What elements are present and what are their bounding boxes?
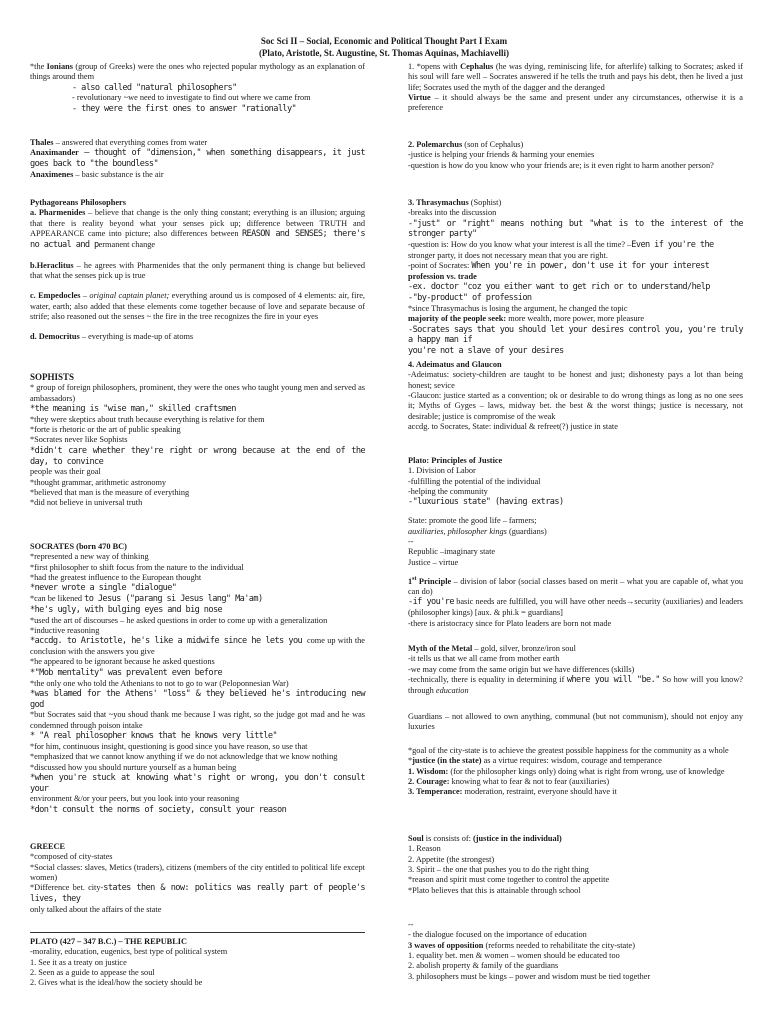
pythagoreans-section: Pythagoreans Philosophers a. Pharmenides – believe that change is the only thing constant; everything is an illusion; arguing that there is reality beyond what your senses pick up; difference between TRUTH and APPEARANCE came into picture; also differences between REASON and SENSES; there's no actual and permanent change b.Heraclitus – he agrees with Pharmenides that the only permanent thing is change but believed that what the senses pick up is true c. Empedocles – original captain planet; everything around us is composed of 4 elements: air, fire, water, earth; also added that these elements come together because of love and separate because of strife; also reasoned out the senses ~ the fire in the tree recognizes the fire in your eyes d. Democritus – everything is made-up of atoms [30,198,366,342]
first-principle-section: 1st Principle – division of labor (social classes based on merit – what you are capable of, what you can do) -if you're basic needs are fulfilled, you will have other needs→security (auxiliaries) and leaders (philosopher kings) [aux. & phi.k = guardians] -there is aristocracy since for Plato leaders are born not made [408,576,743,628]
sophists-section: SOPHISTS * group of foreign philosophers, prominent, they were the ones who taught young men and served as ambassadors) *the meaning is "wise man," skilled craftsmen *they were skeptics about truth because everything is relative for them *forte is rhetoric or the art of public speaking *Socrates never like Sophists *didn't care whether they're right or wrong because at the end of the day, to convince people was their goal *thought grammar, arithmetic astronomy *believed that man is the measure of everything *did not believe in universal truth [30,372,365,508]
cephalus-section: 1. *opens with Cephalus (he was dying, reminiscing life, for afterlife) talking to Socrates; asked if his soul will fare well – Socrates answered if he tells the truth and pays his debt, then he lived a just life; Socrates used the myth of the dagger and the deranged Virtue – it should always be the same and present under any circumstances, otherwise it is a preference [408,62,743,113]
principles-section: Plato: Principles of Justice 1. Division of Labor -fulfilling the potential of the individual -helping the community -"luxurious state" (having extras) State: promote the good life – farmers; auxiliaries, philosopher kings (guardians) -- Republic –imaginary state Justice – virtue [408,456,564,567]
guardians-section: Guardians – not allowed to own anything, communal (but not communism), should not enjoy any luxuries [408,712,743,732]
soul-section: Soul is consists of: (justice in the individual) 1. Reason 2. Appetite (the strongest) 3. Spirit – the one that pushes you to do the right thing *reason and spirit must come together to control the appetite *Plato believes that this is attainable through school [408,834,610,895]
document-header [0,36,768,59]
ionians-section: *the Ionians (group of Greeks) were the ones who rejected popular mythology as an explanation of things around them - also called "natural philosophers" - revolutionary ~we need to investigate to find out where we came from - they were the first ones to answer "rationally" [30,62,365,114]
waves-of-opposition-section: -- - the dialogue focused on the importance of education 3 waves of opposition (reforms needed to rehabilitate the city-state) 1. equality bet. men & women – women should be educated too 2. abolish property & family of the guardians 3. philosophers must be kings – power and wisdom must be tied together [408,920,651,981]
exam-subtitle: (Plato, Aristotle, St. Augustine, St. Thomas Aquinas, Machiavelli) [258,47,510,58]
adeimantus-section: 4. Adeimatus and Glaucon -Adeimatus: society-children are taught to be honest and just; dishonesty pays a lot than being honest; sevice -Glaucon: justice started as a convention; ok or desirable to do wrong things as long as no one sees it; Myths of Gyges – laws, midway bet. the best & the worst things; justice is necessary, not desirable; justice is compromise of the weak accdg. to Socrates, State: individual & refreet(?) justice in state [408,360,743,432]
plato-republic-section: PLATO (427 – 347 B.C.) – THE REPUBLIC -morality, education, eugenics, best type of political system 1. See it as a treaty on justice 2. Seen as a guide to appease the soul 2. Gives what is the ideal/how the society should be [30,932,365,989]
early-philosophers-section: Thales – answered that everything comes from water Anaximander – thought of "dimension," when something disappears, it just goes back to "the boundless" Anaximenes – basic substance is the air [30,138,365,179]
socrates-section: SOCRATES (born 470 BC) *represented a new way of thinking *first philosopher to shift focus from the nature to the individual *had the greatest influence to the European thought *never wrote a single "dialogue" *can be likened to Jesus ("parang si Jesus lang" Ma'am) *he's ugly, with bulging eyes and big nose *used the art of discourses – he asked questions in order to come up with a generalization *inductive reasoning *accdg. to Aristotle, he's like a midwife since he lets you come up with the conclusion with the answers you give *he appeared to be ignorant because he asked questions *"Mob mentality" was prevalent even before *the only one who told the Athenians to not to go to war (Peloponnesian War) *was blamed for the Athens' "loss" & they believed he's introducing new god *but Socrates said that ~you shoud thank me because I was right, so the judge got mad and he was condemned through poison intake * "A real philosopher knows that he knows very little" *for him, continuous insight, questioning is good since you have reason, so use that *emphasized that we cannot know anything if we do not acknowledge that we know nothing *discussed how you should nurture yourself as a human being *when you're stuck at knowing what's right or wrong, you don't consult your environment &/or your peers, but you look into your reasoning *don't consult the norms of society, consult your reason [30,542,365,815]
exam-title: Soc Sci II – Social, Economic and Political Thought Part I Exam [260,36,508,46]
polemarchus-section: 2. Polemarchus (son of Cephalus) -justice is helping your friends & harming your enemies -question is how do you know who your friends are; is it even right to harm another person? [408,140,714,170]
city-state-goal-section: *goal of the city-state is to achieve the greatest possible happiness for the community as a whole *justice (in the state) as a virtue requires: wisdom, courage and temperance 1. Wisdom: (for the philosopher kings only) doing what is right from wrong, use of knowledge 2. Courage: knowing what to fear & not to fear (auxiliaries) 3. Temperance: moderation, restraint, everyone should have it [408,746,729,797]
thrasymachus-section: 3. Thrasymachus (Sophist) -breaks into the discussion -"just" or "right" means nothing but "what is to the interest of the stronger party" -question is: How do you know what your interest is all the time? –Even if you're the stronger party, it does not necessary mean that you are right. -point of Socrates: When you're in power, don't use it for your interest profession vs. trade -ex. doctor "coz you either want to get rich or to understand/help -"by-product" of profession *since Thrasymachus is losing the argument, he changed the topic majority of the people seek: more wealth, more power, more pleasure -Socrates says that you should let your desires control you, you're truly a happy man if you're not a slave of your desires [408,198,743,357]
section-divider [30,932,365,933]
greece-section: GREECE *composed of city-states *Social classes: slaves, Metics (traders), citizens (members of the city entitled to political life except women) *Difference bet. city-states then & now: politics was really part of people's lives, they only talked about the affairs of the state [30,842,365,914]
myth-of-metal-section: Myth of the Metal – gold, silver, bronze/iron soul -it tells us that we all came from mother earth -we may come from the same origin but we have differences (skills) -technically, there is equality in determining if where you will "be." So how will you know? through education [408,644,743,695]
